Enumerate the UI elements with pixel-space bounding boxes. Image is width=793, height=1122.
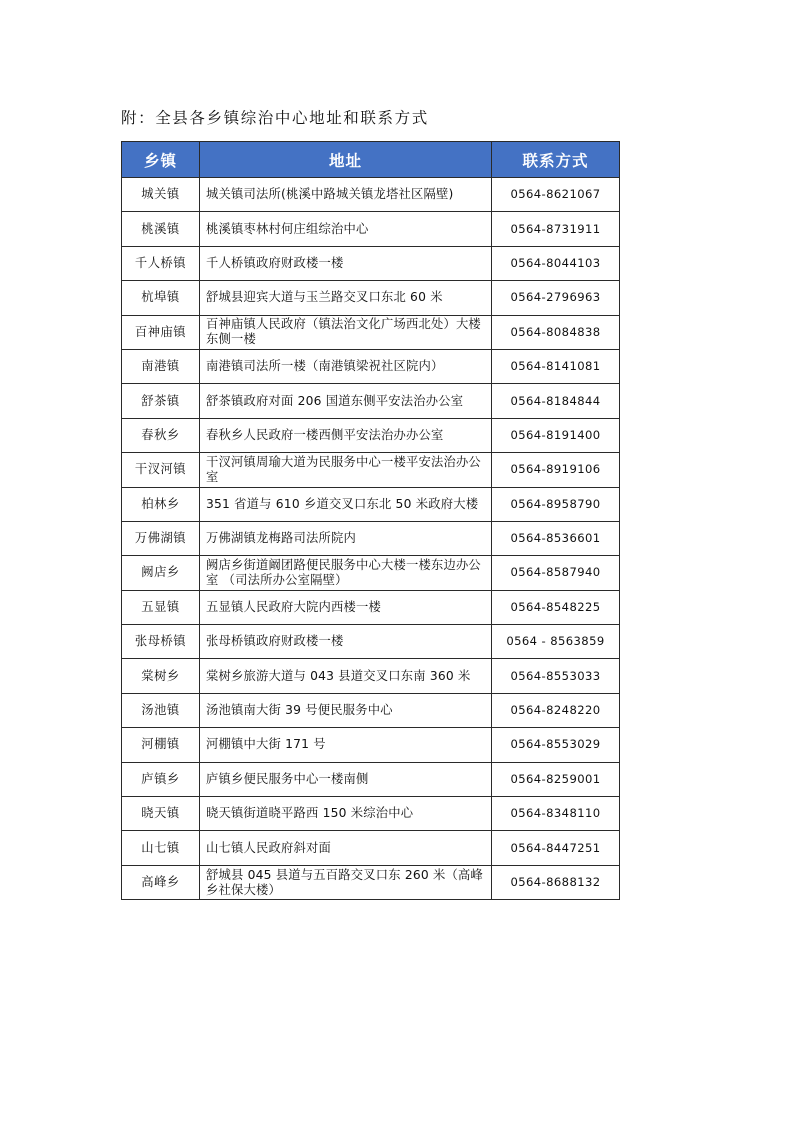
phone-cell: 0564-8141081 (492, 349, 620, 383)
town-cell: 河棚镇 (122, 728, 200, 762)
address-cell: 万佛湖镇龙梅路司法所院内 (200, 521, 492, 555)
contact-table (121, 141, 620, 900)
address-cell: 春秋乡人民政府一楼西侧平安法治办办公室 (200, 418, 492, 452)
address-cell: 棠树乡旅游大道与 043 县道交叉口东南 360 米 (200, 659, 492, 693)
town-cell: 晓天镇 (122, 797, 200, 831)
address-cell: 张母桥镇政府财政楼一楼 (200, 625, 492, 659)
table-row (122, 625, 620, 659)
header-address: 地址 (200, 142, 492, 178)
table-row (122, 453, 620, 487)
phone-cell: 0564-8919106 (492, 453, 620, 487)
town-cell: 万佛湖镇 (122, 521, 200, 555)
table-row (122, 315, 620, 349)
address-cell: 城关镇司法所(桃溪中路城关镇龙塔社区隔壁) (200, 178, 492, 212)
address-cell: 庐镇乡便民服务中心一楼南侧 (200, 762, 492, 796)
phone-cell: 0564-8447251 (492, 831, 620, 865)
table-row (122, 831, 620, 865)
address-cell: 百神庙镇人民政府（镇法治文化广场西北处）大楼东侧一楼 (200, 315, 492, 349)
table-row (122, 521, 620, 555)
phone-cell: 0564-8536601 (492, 521, 620, 555)
phone-cell: 0564-8958790 (492, 487, 620, 521)
town-cell: 桃溪镇 (122, 212, 200, 246)
address-cell: 舒城县迎宾大道与玉兰路交叉口东北 60 米 (200, 281, 492, 315)
town-cell: 干汊河镇 (122, 453, 200, 487)
town-cell: 春秋乡 (122, 418, 200, 452)
address-cell: 阙店乡街道阚团路便民服务中心大楼一楼东边办公室 （司法所办公室隔壁） (200, 556, 492, 590)
table-row (122, 590, 620, 624)
town-cell: 柏林乡 (122, 487, 200, 521)
address-cell: 舒茶镇政府对面 206 国道东侧平安法治办公室 (200, 384, 492, 418)
town-cell: 张母桥镇 (122, 625, 200, 659)
address-cell: 干汊河镇周瑜大道为民服务中心一楼平安法治办公室 (200, 453, 492, 487)
header-row (122, 142, 620, 178)
phone-cell: 0564-8084838 (492, 315, 620, 349)
table-row (122, 384, 620, 418)
table-row (122, 487, 620, 521)
phone-cell: 0564-8191400 (492, 418, 620, 452)
phone-cell: 0564-8621067 (492, 178, 620, 212)
address-cell: 晓天镇街道晓平路西 150 米综治中心 (200, 797, 492, 831)
address-cell: 351 省道与 610 乡道交叉口东北 50 米政府大楼 (200, 487, 492, 521)
header-town: 乡镇 (122, 142, 200, 178)
town-cell: 舒茶镇 (122, 384, 200, 418)
address-cell: 山七镇人民政府斜对面 (200, 831, 492, 865)
page-title: 附：全县各乡镇综治中心地址和联系方式 (121, 109, 429, 127)
table-body (122, 178, 620, 900)
phone-cell: 0564-8587940 (492, 556, 620, 590)
town-cell: 汤池镇 (122, 693, 200, 727)
address-cell: 舒城县 045 县道与五百路交叉口东 260 米（高峰乡社保大楼） (200, 865, 492, 899)
table-row (122, 178, 620, 212)
phone-cell: 0564-8553033 (492, 659, 620, 693)
table-row (122, 693, 620, 727)
address-cell: 河棚镇中大街 171 号 (200, 728, 492, 762)
town-cell: 阙店乡 (122, 556, 200, 590)
table-row (122, 281, 620, 315)
table-row (122, 865, 620, 899)
table-row (122, 797, 620, 831)
phone-cell: 0564-8259001 (492, 762, 620, 796)
table-row (122, 418, 620, 452)
phone-cell: 0564-8548225 (492, 590, 620, 624)
table-row (122, 349, 620, 383)
header-contact: 联系方式 (492, 142, 620, 178)
town-cell: 千人桥镇 (122, 246, 200, 280)
phone-cell: 0564-8731911 (492, 212, 620, 246)
address-cell: 南港镇司法所一楼（南港镇梁祝社区院内） (200, 349, 492, 383)
phone-cell: 0564 - 8563859 (492, 625, 620, 659)
address-cell: 桃溪镇枣林村何庄组综治中心 (200, 212, 492, 246)
address-cell: 五显镇人民政府大院内西楼一楼 (200, 590, 492, 624)
town-cell: 五显镇 (122, 590, 200, 624)
table-row (122, 556, 620, 590)
phone-cell: 0564-8248220 (492, 693, 620, 727)
town-cell: 高峰乡 (122, 865, 200, 899)
town-cell: 庐镇乡 (122, 762, 200, 796)
phone-cell: 0564-8348110 (492, 797, 620, 831)
phone-cell: 0564-8553029 (492, 728, 620, 762)
table-row (122, 659, 620, 693)
table-row (122, 246, 620, 280)
phone-cell: 0564-8044103 (492, 246, 620, 280)
phone-cell: 0564-8184844 (492, 384, 620, 418)
table-row (122, 728, 620, 762)
town-cell: 棠树乡 (122, 659, 200, 693)
town-cell: 百神庙镇 (122, 315, 200, 349)
phone-cell: 0564-8688132 (492, 865, 620, 899)
town-cell: 山七镇 (122, 831, 200, 865)
address-cell: 千人桥镇政府财政楼一楼 (200, 246, 492, 280)
address-cell: 汤池镇南大街 39 号便民服务中心 (200, 693, 492, 727)
phone-cell: 0564-2796963 (492, 281, 620, 315)
table-row (122, 212, 620, 246)
town-cell: 城关镇 (122, 178, 200, 212)
town-cell: 杭埠镇 (122, 281, 200, 315)
table-row (122, 762, 620, 796)
table-header (122, 142, 620, 178)
town-cell: 南港镇 (122, 349, 200, 383)
